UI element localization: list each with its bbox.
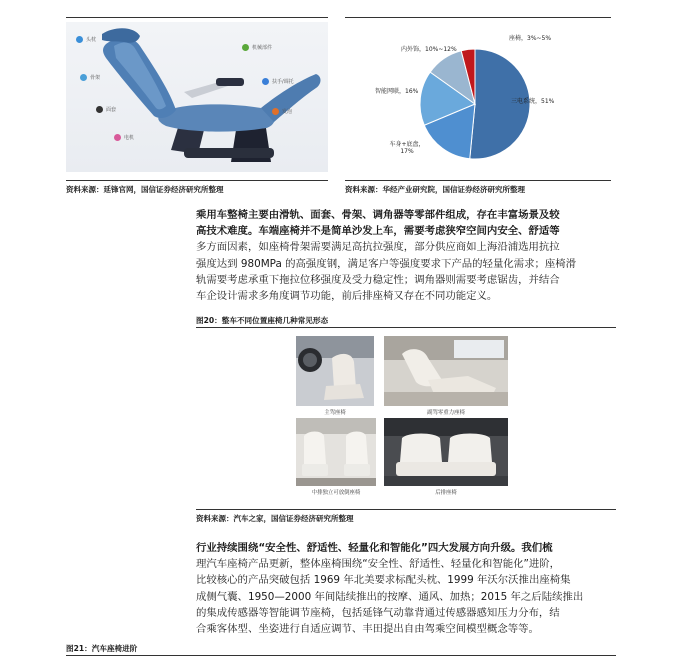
figure21-title: 图21：汽车座椅进阶 — [66, 644, 138, 653]
photo-zero-gravity-seat — [384, 336, 508, 406]
callout-label: 面套 — [106, 107, 117, 113]
figure20-title: 图20：整车不同位置座椅几种常见形态 — [196, 316, 329, 325]
paragraph-line: 成侧气囊、1950—2000 年间陆续推出的按摩、通风、加热；2015 年之后陆续推出 — [196, 590, 584, 603]
pie-label-body-chassis: 车身+底盘，17% — [389, 141, 425, 155]
callout-mechanical — [242, 44, 272, 51]
callout-cover — [96, 106, 116, 113]
headrest-icon — [76, 36, 83, 43]
photo-middle-row-seat — [296, 418, 376, 486]
body-paragraph-2 — [196, 540, 583, 637]
armrest-icon — [262, 78, 269, 85]
callout-headrest — [76, 36, 96, 43]
caption-driver-seat: 主驾座椅 — [324, 410, 346, 416]
figure-bottom-rule-left — [66, 180, 328, 181]
figure20-bottom-rule — [196, 509, 616, 510]
source-text: 华经产业研究院，国信证券经济研究所整理 — [382, 185, 525, 194]
caption-middle-row-seat: 中排独立可放倒座椅 — [311, 490, 361, 496]
figure21-top-rule — [66, 655, 616, 656]
callout-label: 发泡 — [282, 109, 293, 115]
callout-frame — [80, 74, 100, 81]
paragraph-line: 强度达到 980MPa 的高强度钢，满足客户等强度要求下产品的轻量化需求；座椅滑 — [196, 257, 577, 270]
photo-driver-seat — [296, 336, 374, 406]
paragraph-line — [196, 223, 576, 239]
paragraph-line: 行业持续围绕“安全性、舒适性、轻量化和智能化”四大发展方向升级。我们梳 — [196, 542, 553, 554]
callout-label: 电机 — [124, 135, 135, 141]
paragraph-line: 理汽车座椅产品更新，整体座椅围绕“安全性、舒适性、轻量化和智能化”进阶， — [196, 558, 561, 571]
paragraph-line: 轨需要考虑承重下拖拉位移强度及受力稳定性；调角器则需要考虑锯齿，并结合 — [196, 273, 560, 286]
seat-component-illustration — [66, 22, 328, 172]
callout-label: 扶手/调托 — [272, 79, 294, 85]
figure-top-rule-right — [345, 17, 611, 18]
paragraph-line: 比较核心的产品突破包括 1969 年北美要求标配头枕、1999 年沃尔沃推出座椅集 — [196, 574, 571, 587]
cover-icon — [96, 106, 103, 113]
figure-top-rule-left — [66, 17, 328, 18]
mechanical-icon — [242, 44, 249, 51]
paragraph-line: 的集成传感器等智能调节座椅，包括延锋气动靠背通过传感器感知压力分布，结 — [196, 606, 560, 619]
cost-share-pie-chart — [345, 22, 611, 177]
pie-label-seat: 座椅，3%~5% — [509, 35, 552, 42]
source-label: 资料来源： — [196, 514, 234, 523]
paragraph-line: 合乘客体型、坐姿进行自适应调节、丰田提出自由驾乘空间模型概念等等。 — [196, 623, 539, 636]
paragraph-line: 车企设计需求多角度调节功能，前后排座椅又存在不同功能定义。 — [196, 290, 498, 303]
body-paragraph-1 — [196, 207, 576, 304]
callout-label: 骨架 — [90, 75, 101, 81]
pie-svg — [345, 22, 611, 177]
foam-icon — [272, 108, 279, 115]
photo-rear-seat — [384, 418, 508, 486]
source-label: 资料来源： — [345, 185, 383, 194]
caption-rear-seat: 后排座椅 — [435, 490, 457, 496]
paragraph-line-text: 高技术难度。车端座椅并不是简单沙发上车，需要考虑狭窄空间内安全、舒适等 — [196, 225, 560, 238]
middle-row-seat-image — [296, 418, 376, 486]
frame-icon — [80, 74, 87, 81]
pie-label-connectivity: 智能网联，16% — [375, 88, 419, 95]
figure-bottom-rule-right — [345, 180, 611, 181]
paragraph-line: 多方面因素，如座椅骨架需要满足高抗拉强度，部分供应商如上海沿浦选用抗拉 — [196, 241, 560, 254]
seat-image — [66, 22, 328, 172]
pie-label-powertrain: 三电系统，51% — [511, 98, 555, 105]
callout-armrest — [262, 78, 294, 85]
motor-icon — [114, 134, 121, 141]
source-note-right — [345, 184, 525, 195]
caption-zero-gravity-seat: 副驾零重力座椅 — [427, 410, 465, 416]
figure20-source-note — [196, 513, 354, 524]
callout-label: 机械部件 — [252, 45, 273, 51]
source-label: 资料来源： — [66, 185, 104, 194]
zero-gravity-seat-image — [384, 336, 508, 406]
source-text: 延锋官网，国信证券经济研究所整理 — [103, 185, 224, 194]
pie-label-interior: 内外饰，10%~12% — [401, 46, 457, 53]
callout-motor — [114, 134, 134, 141]
rear-seat-image — [384, 418, 508, 486]
paragraph-line: 乘用车整椅主要由滑轨、面套、骨架、调角器等零部件组成，存在丰富场景及较 — [196, 209, 560, 221]
callout-label: 头枕 — [86, 37, 97, 43]
callout-foam — [272, 108, 292, 115]
driver-seat-image — [296, 336, 374, 406]
source-note-left — [66, 184, 224, 195]
source-text: 汽车之家，国信证券经济研究所整理 — [233, 514, 354, 523]
figure20-top-rule — [196, 327, 616, 328]
